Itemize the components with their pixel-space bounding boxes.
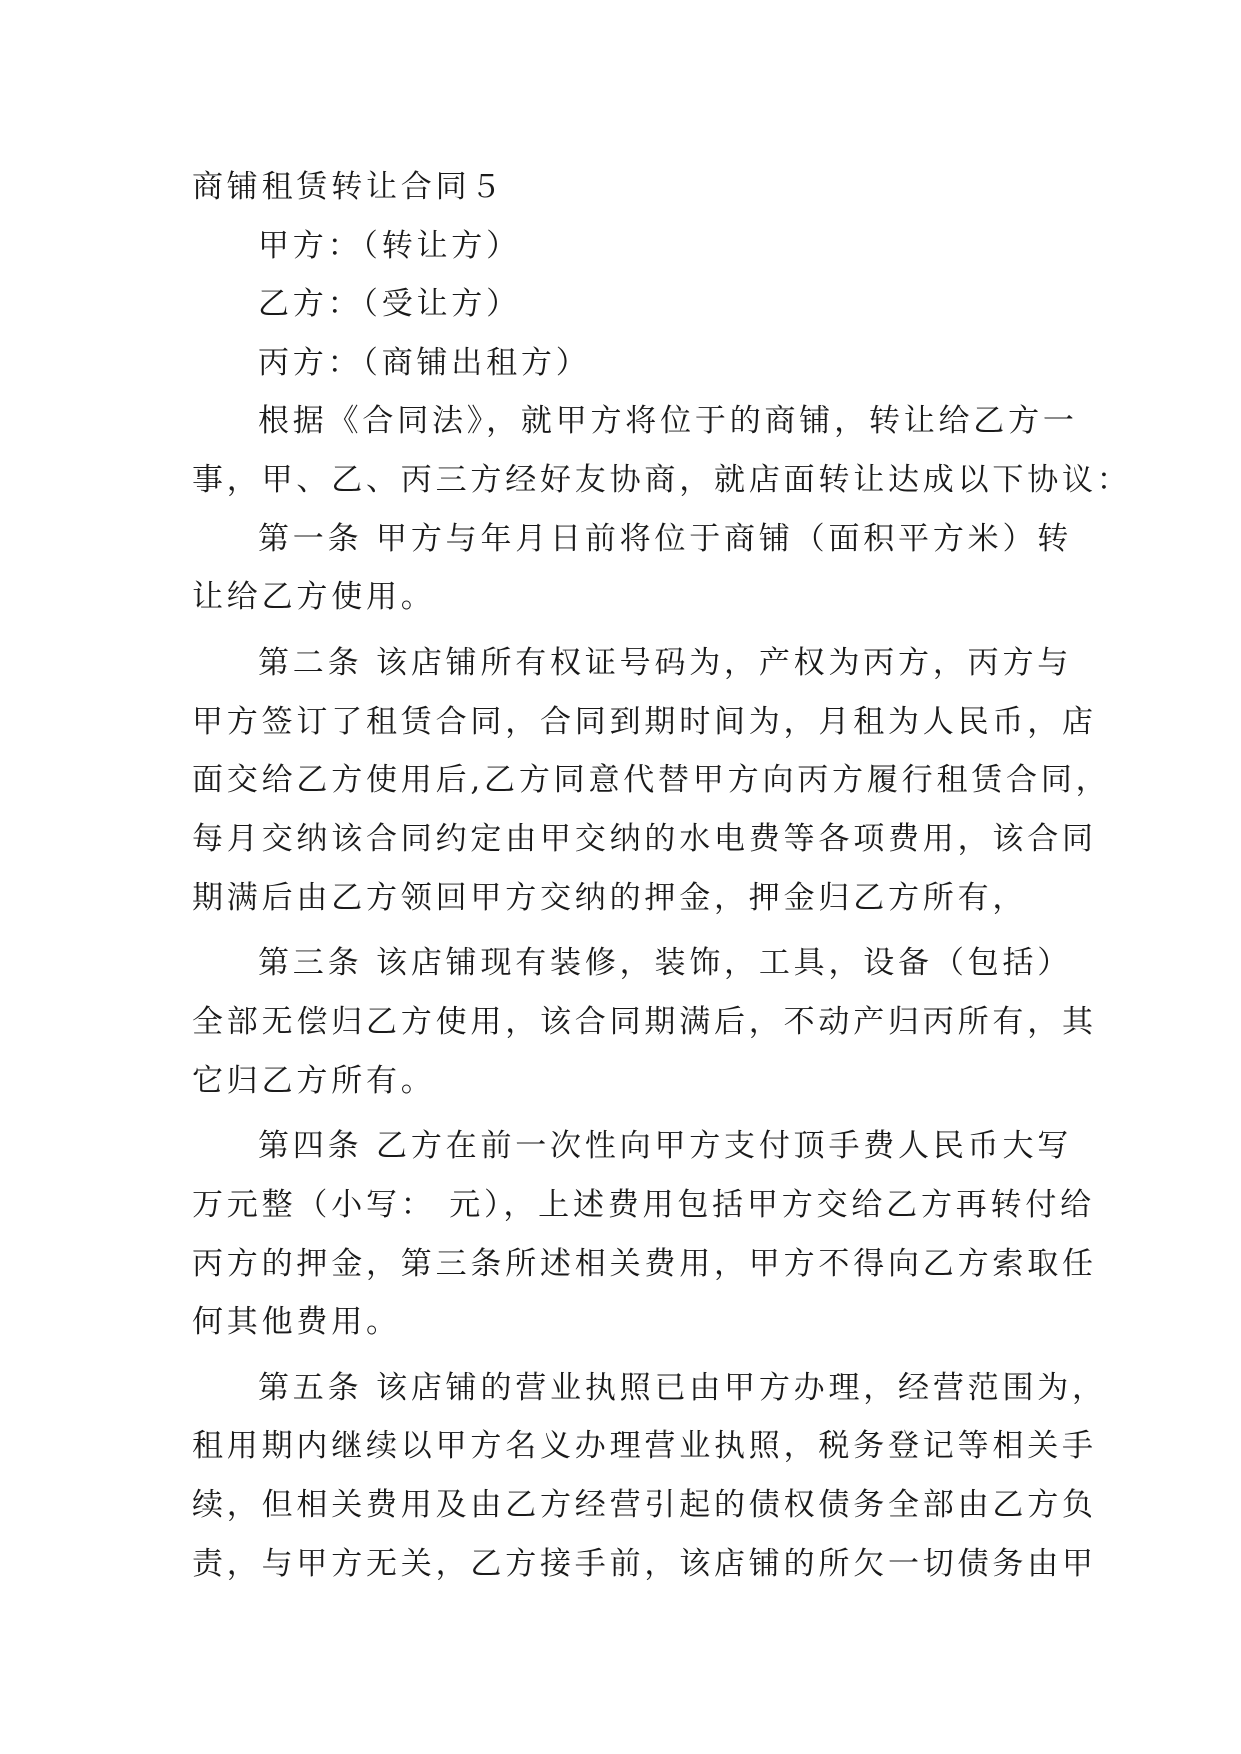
article-4-line: 万元整（小写： 元），上述费用包括甲方交给乙方再转付给: [192, 1187, 1095, 1223]
article-2-line: 面交给乙方使用后,乙方同意代替甲方向丙方履行租赁合同，: [192, 762, 1111, 798]
article-1-line: 第一条 甲方与年月日前将位于商铺（面积平方米）转: [258, 521, 1073, 557]
article-3-line: 第三条 该店铺现有装修，装饰，工具，设备（包括）: [258, 945, 1073, 981]
article-4-line: 第四条 乙方在前一次性向甲方支付顶手费人民币大写: [258, 1128, 1073, 1164]
party-a-line: 甲方：（转让方）: [258, 228, 521, 264]
article-5-line: 续，但相关费用及由乙方经营引起的债权债务全部由乙方负: [192, 1487, 1097, 1523]
document-title: 商铺租赁转让合同５: [192, 169, 506, 205]
article-2-line: 第二条 该店铺所有权证号码为，产权为丙方，丙方与: [258, 645, 1073, 681]
article-2-line: 甲方签订了租赁合同，合同到期时间为，月租为人民币，店: [192, 704, 1097, 740]
preamble-line: 事，甲、乙、丙三方经好友协商，就店面转让达成以下协议：: [192, 462, 1132, 498]
article-5-line: 第五条 该店铺的营业执照已由甲方办理，经营范围为，: [258, 1370, 1107, 1406]
article-4-line: 丙方的押金，第三条所述相关费用，甲方不得向乙方索取任: [192, 1246, 1097, 1282]
article-5-line: 租用期内继续以甲方名义办理营业执照，税务登记等相关手: [192, 1428, 1097, 1464]
article-2-line: 每月交纳该合同约定由甲交纳的水电费等各项费用，该合同: [192, 821, 1097, 857]
article-4-line: 何其他费用。: [192, 1304, 401, 1340]
article-5-line: 责，与甲方无关，乙方接手前，该店铺的所欠一切债务由甲: [192, 1546, 1097, 1582]
article-1-line: 让给乙方使用。: [192, 579, 436, 615]
article-3-line: 它归乙方所有。: [192, 1063, 436, 1099]
party-b-line: 乙方：（受让方）: [258, 286, 521, 322]
article-3-line: 全部无偿归乙方使用，该合同期满后，不动产归丙所有，其: [192, 1004, 1097, 1040]
preamble-line: 根据《合同法》，就甲方将位于的商铺，转让给乙方一: [258, 403, 1078, 439]
party-c-line: 丙方：（商铺出租方）: [258, 345, 591, 381]
article-2-line: 期满后由乙方领回甲方交纳的押金，押金归乙方所有，: [192, 880, 1028, 916]
